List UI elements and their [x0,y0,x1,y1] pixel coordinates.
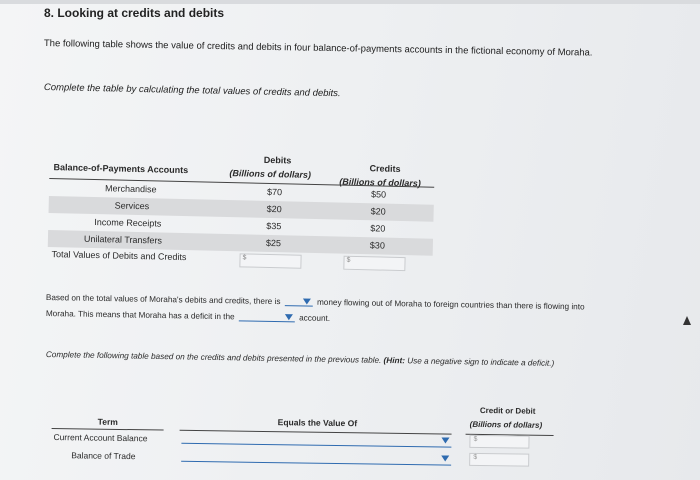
hint-label: (Hint: [383,355,406,366]
sentence-part-1: Based on the total values of Moraha's debits and credits, there is [45,292,281,307]
dropdown-arrow-icon [441,437,449,443]
col-header-credits: Credits [369,163,401,174]
dropdown-arrow-icon [303,298,311,304]
more-less-dropdown[interactable] [285,296,313,306]
col-header-equals: Equals the Value Of [277,417,358,429]
balance-of-trade-equals-dropdown[interactable] [181,450,451,466]
sentence-line-2 [46,308,330,323]
debit-value: $25 [265,237,282,249]
account-name: Income Receipts [94,217,162,229]
term-balance-of-trade: Balance of Trade [71,450,136,462]
credit-value: $20 [370,206,386,217]
dropdown-arrow-icon [441,455,449,461]
account-name: Merchandise [104,183,157,195]
sentence-part-4: account. [299,313,331,323]
instruction-2-text: Complete the following table based on the credits and debits presented in the previous table. [45,350,382,365]
account-name: Unilateral Transfers [83,233,163,246]
sentence-part-3: Moraha. This means that Moraha has a deficit in the [45,308,235,322]
top-divider [0,0,700,4]
col-header-term: Term [97,416,118,427]
sentence-part-2: money flowing out of Moraha to foreign countries than there is flowing into [316,297,585,312]
dropdown-arrow-icon [285,314,293,320]
col-header-debits-unit: (Billions of dollars) [229,168,312,180]
balance-of-trade-value-input[interactable]: $ [469,453,529,467]
account-type-dropdown[interactable] [239,311,295,322]
debit-value: $20 [266,203,282,215]
col-header-credits-unit: (Billions of dollars) [339,176,421,189]
header-rule-term [52,428,164,431]
col-header-accounts: Balance-of-Payments Accounts [53,162,189,176]
balance-terms-table [51,400,572,477]
col-header-credit-debit-unit: (Billions of dollars) [469,419,543,430]
total-credits-input[interactable]: $ [343,256,405,271]
total-label: Total Values of Debits and Credits [51,249,187,263]
total-debits-input[interactable]: $ [239,253,301,268]
credit-value: $50 [370,189,387,200]
term-current-account-balance: Current Account Balance [53,432,148,444]
debit-value: $35 [266,220,282,232]
credit-value: $30 [369,240,386,251]
balance-of-payments-table [47,148,440,282]
intro-text: The following table shows the value of credits and debits in four balance-of-payments accounts in the fictional economy of Moraha. [43,38,593,59]
hint-text: Use a negative sign to indicate a deficit.) [407,356,555,368]
credit-value: $20 [370,223,386,234]
instruction-2 [46,350,554,368]
debit-value: $70 [266,186,283,198]
col-header-credit-debit: Credit or Debit [479,405,536,416]
instruction-text: Complete the table by calculating the total values of credits and debits. [43,82,341,100]
mouse-cursor-icon [683,316,691,325]
current-account-equals-dropdown[interactable] [181,432,451,448]
col-header-debits: Debits [263,154,292,166]
question-title: 8. Looking at credits and debits [44,6,225,20]
account-name: Services [114,200,150,212]
current-account-value-input[interactable]: $ [469,435,529,449]
